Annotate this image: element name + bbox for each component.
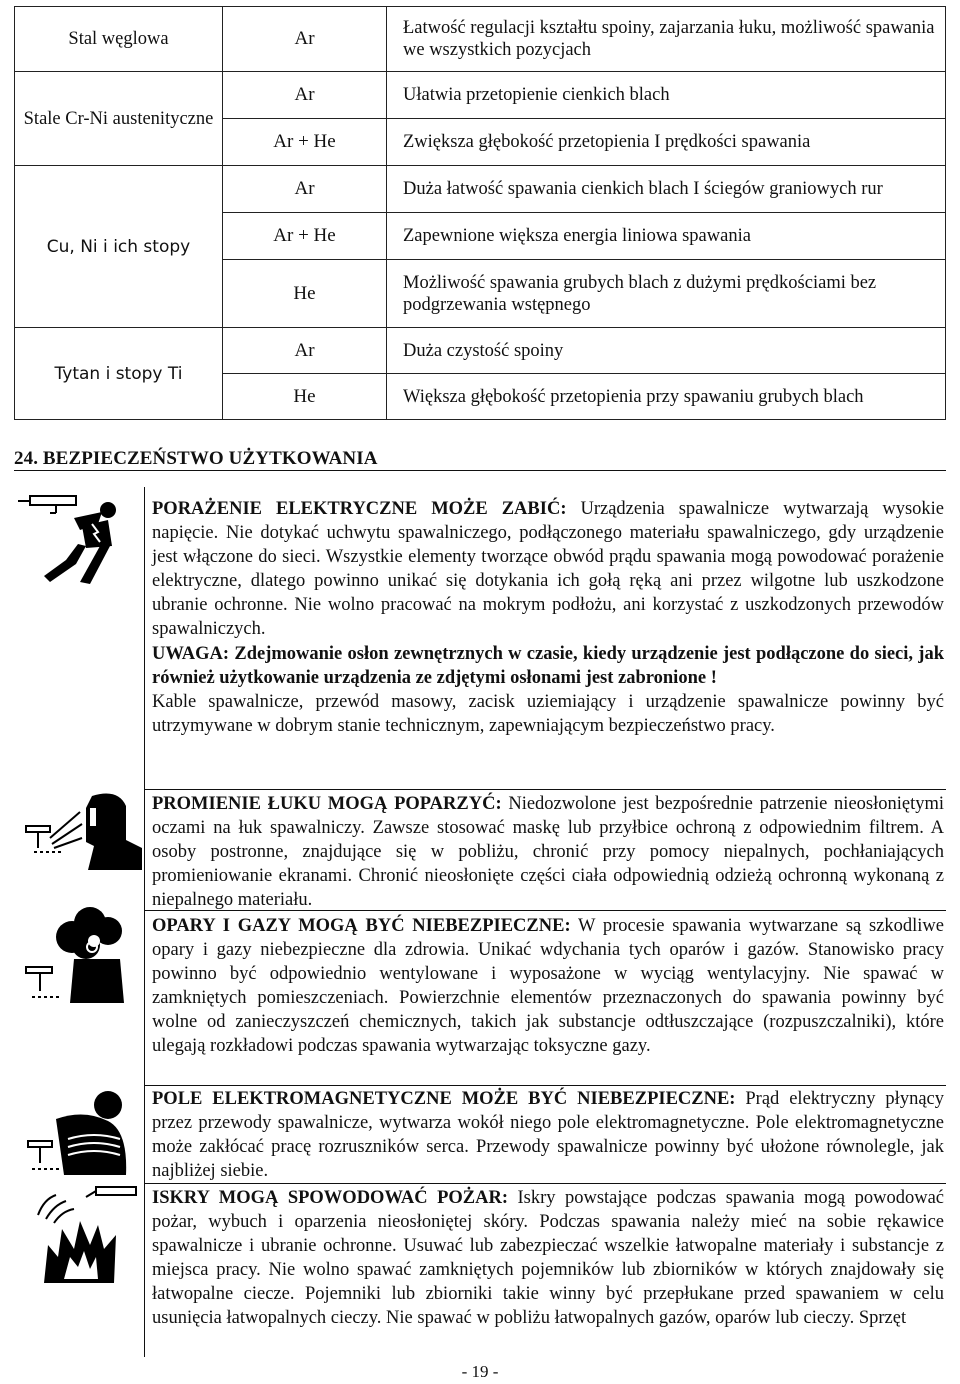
warning-fumes bbox=[152, 914, 944, 1059]
warning-text: Niedozwolone jest bezpośrednie patrzenie nieosłoniętymi oczami na łuk spawalniczy. Zawsze stosować maskę lub przyłbice ochroną z odpowiednim filtrem. A osoby postronne, znajdujące się w pobliżu, chronić przy pomocy niepalnych, pochłaniających promieniowanie ekranami. Chronić nieosłonięte części ciała odpowiednią odzieżą ochronną wykonaną z niepalnego materiału. bbox=[152, 794, 945, 911]
gas-cell: Ar bbox=[223, 7, 387, 72]
gas-cell: Ar + He bbox=[223, 213, 387, 260]
warning-divider bbox=[144, 1085, 946, 1086]
warning-text: Urządzenia spawalnicze wytwarzają wysokie napięcie. Nie dotykać uchwytu spawalniczego, podłączonego materiału spawalniczego, gdy urządzenie jest włączone do sieci. Wszystkie elementy tworzące obwód prądu spawania mogą powodować porażenie elektryczne, dlatego powinno unikać się dotykania ich gołą ręką ani przez wilgotne lub uszkodzone ubranie ochronne. Nie wolno pracować na mokrym podłożu, ani korzystać z uszkodzonych przewodów spawalniczych. bbox=[152, 499, 944, 640]
warning-heading: PORAŻENIE ELEKTRYCZNE MOŻE ZABIĆ: bbox=[152, 499, 567, 519]
gas-cell: He bbox=[223, 260, 387, 328]
material-cell: Stale Cr-Ni austenityczne bbox=[15, 72, 223, 166]
description-cell: Zapewnione większa energia liniowa spawania bbox=[387, 213, 946, 260]
warning-note-bold: UWAGA: Zdejmowanie osłon zewnętrznych w czasie, kiedy urządzenie jest podłączone do sieci, jak również użytkowanie urządzenia ze zdjętymi osłonami jest zabronione ! bbox=[152, 643, 944, 688]
warning-text: W procesie spawania wytwarzane są szkodliwe opary i gazy niebezpieczne dla zdrowia. Unikać wdychania tych oparów i gazów. Stanowisko pracy powinno być odpowiednio wentylowane i wyposażone w wyciąg wentylacyjny. Nie spawać w zamkniętych pomieszczeniach. Powierzchnie elementów przeznaczonych do spawania powinny być wolne od zanieczyszczeń chemicznych, takich jak substancje odtłuszczające (rozpuszczalniki), które ulegają rozkładowi podczas spawania wytwarzając toksyczne gazy. bbox=[152, 916, 944, 1057]
warning-heading: ISKRY MOGĄ SPOWODOWAĆ POŻAR: bbox=[152, 1188, 508, 1208]
electric-shock-icon bbox=[16, 490, 136, 590]
warning-note: Kable spawalnicze, przewód masowy, zacisk uziemiający i urządzenie spawalnicze powinny być utrzymywane w dobrym stanie technicznym, zapewniającym bezpieczeństwo pracy. bbox=[152, 691, 944, 736]
gas-cell: He bbox=[223, 374, 387, 420]
gas-cell: Ar bbox=[223, 166, 387, 213]
material-cell: Stal węglowa bbox=[15, 7, 223, 72]
warning-text: Iskry powstające podczas spawania mogą powodować pożar, wybuch i oparzenia nieosłoniętej skóry. Podczas spawania należy mieć na sobie rękawice spawalnicze i ubranie ochronne. Usuwać lub zabezpieczać wszelkie łatwopalne materiały i substancje z miejsca pracy. Nie wolno spawać zamkniętych pojemników lub zbiorników w których znajdowały się łatwopalne ciecze. Pojemniki lub zbiorniki takie winny być przepłukane przed spawaniem w celu usunięcia łatwopalnych cieczy. Nie spawać w pobliżu łatwopalnych gazów, oparów lub cieczy. Sprzęt bbox=[152, 1188, 944, 1329]
warning-sparks bbox=[152, 1186, 944, 1331]
gas-cell: Ar bbox=[223, 328, 387, 374]
warning-arc-rays bbox=[152, 792, 944, 912]
warning-electromagnetic bbox=[152, 1087, 944, 1183]
warning-divider bbox=[144, 910, 946, 911]
arc-rays-icon bbox=[22, 790, 142, 870]
warning-heading: POLE ELEKTROMAGNETYCZNE MOŻE BYĆ NIEBEZPIECZNE: bbox=[152, 1089, 736, 1109]
description-cell: Zwiększa głębokość przetopienia I prędkości spawania bbox=[387, 119, 946, 166]
fumes-icon bbox=[24, 905, 144, 1005]
warning-divider bbox=[144, 1183, 946, 1184]
description-cell: Duża łatwość spawania cienkich blach I ściegów graniowych rur bbox=[387, 166, 946, 213]
warning-heading: OPARY I GAZY MOGĄ BYĆ NIEBEZPIECZNE: bbox=[152, 916, 571, 936]
gas-table bbox=[14, 6, 946, 420]
material-cell: Tytan i stopy Ti bbox=[15, 328, 223, 420]
gas-cell: Ar bbox=[223, 72, 387, 119]
description-cell: Łatwość regulacji kształtu spoiny, zajarzania łuku, możliwość spawania we wszystkich pozycjach bbox=[387, 7, 946, 72]
electromagnetic-field-icon bbox=[24, 1085, 144, 1175]
description-cell: Duża czystość spoiny bbox=[387, 328, 946, 374]
warning-text: Prąd elektryczny płynący przez przewody spawalnicze, wytwarza wokół niego pole elektromagnetyczne. Pole elektromagnetyczne może zakłócać pracę rozruszników serca. Przewody spawalnicze powinny być ułożone równolegle, jak najbliżej siebie. bbox=[152, 1089, 944, 1182]
warning-divider bbox=[144, 789, 946, 790]
warning-heading: PROMIENIE ŁUKU MOGĄ POPARZYĆ: bbox=[152, 794, 502, 814]
description-cell: Możliwość spawania grubych blach z dużymi prędkościami bez podgrzewania wstępnego bbox=[387, 260, 946, 328]
icon-column-divider bbox=[144, 487, 145, 1357]
page-number: - 19 - bbox=[461, 1362, 499, 1381]
warning-electric-shock bbox=[152, 497, 944, 738]
description-cell: Większa głębokość przetopienia przy spawaniu grubych blach bbox=[387, 374, 946, 420]
sparks-fire-icon bbox=[24, 1185, 144, 1285]
description-cell: Ułatwia przetopienie cienkich blach bbox=[387, 72, 946, 119]
section-title: 24. BEZPIECZEŃSTWO UŻYTKOWANIA bbox=[14, 448, 378, 469]
gas-cell: Ar + He bbox=[223, 119, 387, 166]
section-divider bbox=[14, 470, 946, 471]
material-cell: Cu, Ni i ich stopy bbox=[15, 166, 223, 328]
